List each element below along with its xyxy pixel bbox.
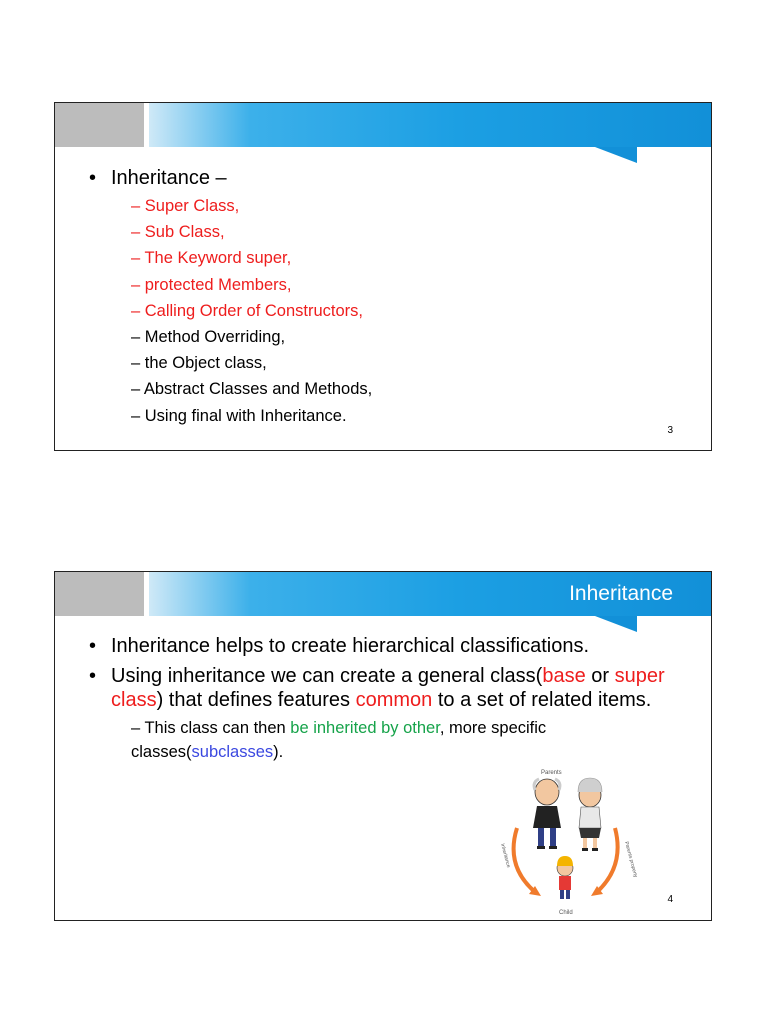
highlight-subclasses: subclasses bbox=[191, 743, 274, 761]
sub-text: ). bbox=[273, 743, 284, 761]
slide-number: 4 bbox=[667, 894, 673, 905]
topic-bullet bbox=[89, 167, 372, 429]
subtopic-item: – Using final with Inheritance. bbox=[131, 406, 347, 425]
bullet-text: to a set of related items. bbox=[432, 689, 652, 711]
highlight-inherited: be inherited by other bbox=[290, 719, 440, 737]
right-arrow bbox=[597, 828, 618, 892]
bullet-text: or bbox=[585, 665, 615, 687]
header-gray-block bbox=[55, 103, 144, 147]
left-arrow bbox=[514, 828, 535, 892]
slide-4 bbox=[54, 571, 712, 921]
header-gray-block bbox=[55, 572, 144, 616]
subtopic-item: – The Keyword super, bbox=[131, 249, 292, 268]
family-illustration bbox=[477, 766, 639, 922]
header-tab-shape bbox=[595, 616, 637, 632]
mother-figure bbox=[578, 778, 602, 851]
topic-list bbox=[89, 167, 372, 429]
highlight-common: common bbox=[355, 689, 433, 711]
header-blue-banner bbox=[149, 103, 711, 147]
slide-title: Inheritance bbox=[569, 582, 673, 605]
bullet-text: Using inheritance we can create a general class( bbox=[111, 665, 543, 687]
sub-text: – This class can then bbox=[131, 719, 291, 737]
sub-bullet bbox=[131, 716, 651, 764]
inheritance-label: Inheritance bbox=[499, 842, 512, 869]
highlight-super-class: super class bbox=[111, 665, 665, 711]
header-tab-shape bbox=[595, 147, 637, 163]
topic-heading: Inheritance – bbox=[111, 167, 227, 189]
slide-header bbox=[55, 572, 711, 616]
child-figure bbox=[557, 856, 573, 899]
parents-property-label: Parents property bbox=[623, 840, 639, 879]
sub-list bbox=[131, 716, 651, 764]
parents-label: Parents bbox=[541, 770, 562, 776]
subtopic-item: – protected Members, bbox=[131, 275, 292, 294]
subtopic-list bbox=[131, 193, 372, 429]
highlight-base: base bbox=[542, 665, 586, 687]
sub-text: , more specific classes( bbox=[131, 719, 547, 761]
subtopic-item: – Super Class, bbox=[131, 197, 240, 215]
subtopic-item: – Method Overriding, bbox=[131, 328, 286, 347]
bullet-text: ) that defines features bbox=[156, 689, 356, 711]
subtopic-item: – Calling Order of Constructors, bbox=[131, 301, 364, 320]
slide-number: 3 bbox=[667, 425, 673, 436]
subtopic-item: – Abstract Classes and Methods, bbox=[131, 380, 373, 399]
slide-header bbox=[55, 103, 711, 147]
content-list bbox=[89, 634, 679, 770]
subtopic-item: – Sub Class, bbox=[131, 223, 225, 242]
bullet-hierarchical bbox=[89, 634, 679, 658]
child-label: Child bbox=[559, 910, 573, 916]
father-figure bbox=[533, 779, 561, 849]
bullet-text: Inheritance helps to create hierarchical classifications. bbox=[111, 635, 590, 657]
bullet-general-class bbox=[89, 664, 679, 764]
subtopic-item: – the Object class, bbox=[131, 354, 267, 373]
slide-3 bbox=[54, 102, 712, 451]
